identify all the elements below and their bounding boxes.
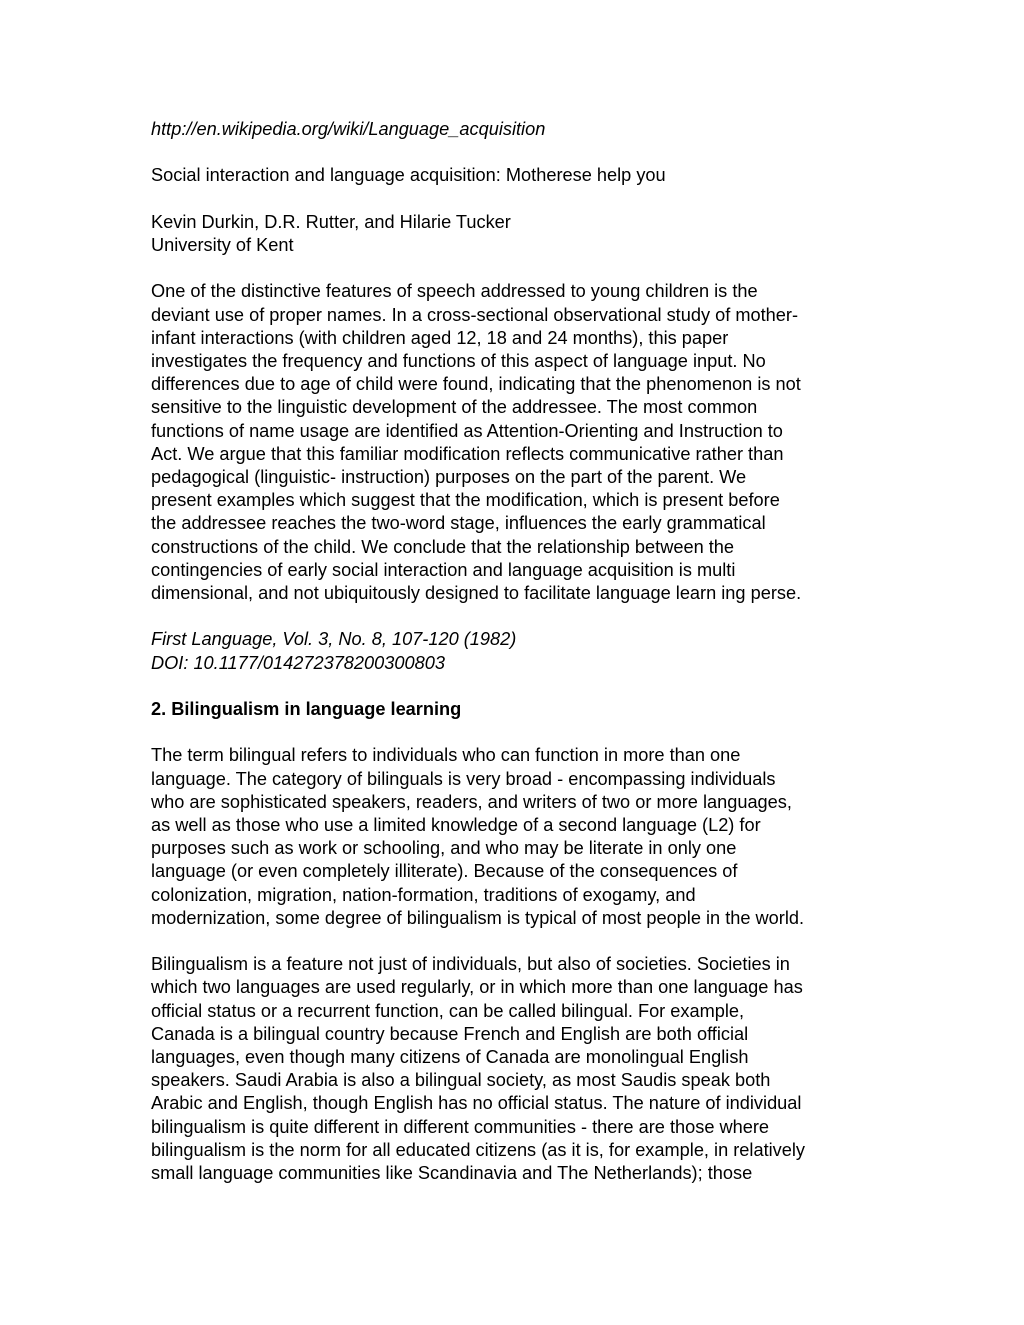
paragraph-bilingual-definition (151, 744, 881, 930)
paragraph-line: purposes such as work or schooling, and who may be literate in only one (151, 838, 737, 859)
article-title: Social interaction and language acquisition: Motherese help you (151, 165, 666, 186)
abstract-line: Act. We argue that this familiar modification reflects communicative rather than (151, 443, 784, 464)
abstract-line: infant interactions (with children aged 12, 18 and 24 months), this paper (151, 327, 729, 348)
paragraph-line: colonization, migration, nation-formation, traditions of exogamy, and (151, 884, 696, 905)
paragraph-line: small language communities like Scandinavia and The Netherlands); those (151, 1163, 753, 1184)
spacer (151, 257, 881, 280)
abstract-line: functions of name usage are identified as Attention-Orienting and Instruction to (151, 420, 783, 441)
abstract-line: pedagogical (linguistic- instruction) purposes on the part of the parent. We (151, 467, 747, 487)
paragraph-line: official status or a recurrent function, can be called bilingual. For example, (151, 1000, 745, 1021)
spacer (151, 675, 881, 698)
abstract-line: deviant use of proper names. In a cross-sectional observational study of mother- (151, 304, 798, 325)
abstract-line: the addressee reaches the two-word stage, influences the early grammatical (151, 513, 766, 534)
spacer (151, 188, 881, 211)
article-authors: Kevin Durkin, D.R. Rutter, and Hilarie Tucker (151, 211, 511, 232)
source-url: http://en.wikipedia.org/wiki/Language_acquisition (151, 119, 546, 139)
abstract-line: present examples which suggest that the modification, which is present before (151, 490, 780, 511)
paragraph-line: Bilingualism is a feature not just of individuals, but also of societies. Societies in (151, 954, 790, 975)
paragraph-line: language. The category of bilinguals is very broad - encompassing individuals (151, 768, 776, 789)
abstract-line: differences due to age of child were found, indicating that the phenomenon is not (151, 374, 801, 395)
paragraph-line: who are sophisticated speakers, readers, and writers of two or more languages, (151, 791, 792, 812)
section-heading: 2. Bilingualism in language learning (151, 699, 462, 719)
paragraph-line: language (or even completely illiterate). Because of the consequences of (151, 861, 738, 882)
abstract-line: sensitive to the linguistic development of the addressee. The most common (151, 397, 758, 418)
citation: First Language, Vol. 3, No. 8, 107-120 (1982) (151, 629, 517, 650)
paragraph-line: The term bilingual refers to individuals who can function in more than one (151, 745, 741, 766)
paragraph-line: Arabic and English, though English has no official status. The nature of individual (151, 1093, 802, 1114)
paragraph-line: speakers. Saudi Arabia is also a bilingual society, as most Saudis speak both (151, 1070, 771, 1091)
paragraph-line: which two languages are used regularly, or in which more than one language has (151, 977, 803, 998)
spacer (151, 721, 881, 744)
abstract-paragraph (151, 280, 881, 605)
paragraph-line: Canada is a bilingual country because French and English are both official (151, 1023, 749, 1044)
paragraph-line: bilingualism is quite different in different communities - there are those where (151, 1116, 770, 1137)
abstract-line: One of the distinctive features of speech addressed to young children is the (151, 281, 758, 302)
paragraph-line: languages, even though many citizens of Canada are monolingual English (151, 1047, 749, 1068)
document-page (151, 118, 881, 1185)
spacer (151, 605, 881, 628)
spacer (151, 930, 881, 953)
doi: DOI: 10.1177/014272378200300803 (151, 652, 445, 673)
spacer (151, 141, 881, 164)
paragraph-bilingual-societies (151, 953, 881, 1185)
paragraph-line: bilingualism is the norm for all educated citizens (as it is, for example, in relatively (151, 1139, 806, 1160)
abstract-line: constructions of the child. We conclude that the relationship between the (151, 536, 735, 557)
abstract-line: dimensional, and not ubiquitously designed to facilitate language learn ing perse. (151, 583, 802, 604)
abstract-line: contingencies of early social interaction and language acquisition is multi (151, 559, 736, 580)
paragraph-line: as well as those who use a limited knowledge of a second language (L2) for (151, 815, 761, 835)
article-affiliation: University of Kent (151, 234, 294, 255)
abstract-line: investigates the frequency and functions of this aspect of language input. No (151, 350, 766, 371)
paragraph-line: modernization, some degree of bilingualism is typical of most people in the world. (151, 907, 805, 928)
